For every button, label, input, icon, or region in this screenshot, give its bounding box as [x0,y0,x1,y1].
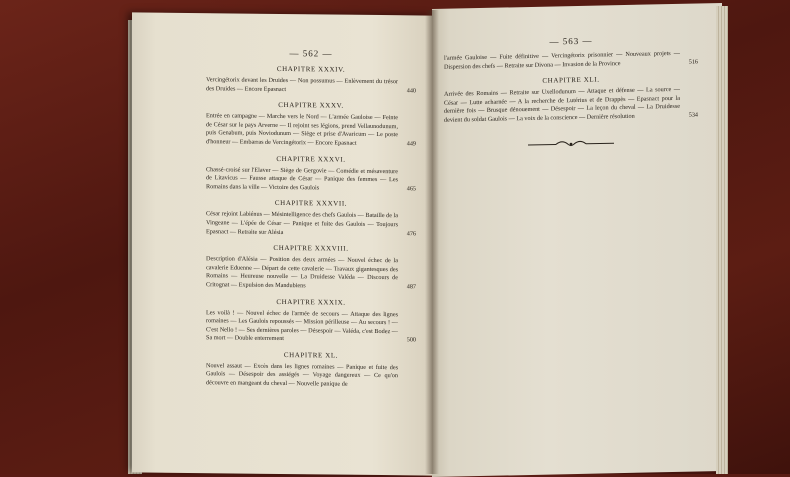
chapter-page-ref: 534 [688,111,698,119]
chapter-page-ref: 500 [406,336,416,344]
chapter-summary: l'armée Gauloise — Fuite définitive — Vercingétorix prisonnier — Nouveaux projets — Dispersion des chefs — Retraite sur Divona — Invasion de la Province [444,49,680,71]
right-page [432,3,722,477]
left-page-number: — 562 — [289,48,333,59]
chapter-title: CHAPITRE XXXVII. [274,199,348,209]
left-page-content [132,12,432,390]
chapter-entry [206,309,416,346]
chapter-entry-continued [444,49,698,72]
chapter-page-ref: 465 [406,185,416,193]
chapter-summary: Vercingétorix devant les Druides — Non possumus — Enlèvement du trésor des Druides — Encore Epasnact [206,76,398,93]
left-page [132,12,432,475]
chapter-page-ref: 516 [688,58,698,66]
chapter-summary: César rejoint Labiénus — Mésintelligence des chefs Gaulois — Bataille de la Vingeane — L'épée de César — Panique et fuite des Gaulois — Toujours Epasnact — Retraite sur Alésia [206,210,398,236]
chapter-page-ref: 487 [406,283,416,291]
right-page-edges [716,6,728,474]
chapter-title: CHAPITRE XL. [283,350,339,360]
chapter-summary: Description d'Alésia — Position des deux armées — Nouvel échec de la cavalerie Eduenne — Départ de cette cavalerie — Travaux gigantesques des Romains — Heureuse nouvelle — La Druidesse Valéda — Discours de Critognat — Expulsion des Mandubiens [206,255,398,290]
chapter-title: CHAPITRE XXXIX. [276,297,346,307]
chapter-summary: Les voilà ! — Nouvel échec de l'armée de secours — Attaque des lignes romaines — Les Gaulois repoussés — Mission périlleuse — Au secours ! — C'est Nello ! — Ses dernières paroles — Désespoir — Valéda, c'est Bodez — Sa mort — Double enterrement [206,308,398,343]
chapter-entry [444,86,698,126]
chapter-entry [206,362,416,390]
book-gutter [425,10,439,474]
chapter-entry [206,112,416,149]
chapter-title: CHAPITRE XLI. [542,75,600,85]
chapter-summary: Chassé-croisé sur l'Elaver — Siège de Gergovie — Comédie et mésaventure de Litavicus — Fausse attaque de César — Panique des femmes — Les Romains dans la ville — Victoire des Gaulois [206,165,398,192]
chapter-entry [206,255,416,292]
chapter-page-ref: 476 [406,229,416,237]
chapter-title: CHAPITRE XXXVIII. [273,244,349,253]
chapter-summary: Nouvel assaut — Excès dans les lignes romaines — Panique et fuite des Gaulois — Désespoir des assiégés — Voyage dangereux — Ce qu'on découvre en mangeant du cheval — Nouvelle panique de [206,362,398,388]
chapter-summary: Entrée en campagne — Marche vers le Nord — L'armée Gauloise — Feinte de César sur le pays Arverne — Il rejoint ses légions, prend Vellaunodunum, puis Genabum, puis Noviodunum — Siège et prise d'Avaricum — Le poste d'honneur — Embarras de Vercingétorix — Encore Epasnact [206,112,398,147]
chapter-title: CHAPITRE XXXIV. [276,64,346,74]
end-ornament [526,138,616,150]
chapter-summary: Arrivée des Romains — Retraite sur Uxellodunum — Attaque et défense — La source — César — Lutte acharnée — A la recherche de Lutérius et de Drappès — Epasnact pour la dernière fois — Brusque dénouement — Désespoir — La leçon du cheval — La Druidesse devient du soldat Gaulois — La voix de la conscience — Dernière résolution [444,86,680,124]
right-page-number: — 563 — [549,35,593,47]
right-page-content [432,3,722,152]
chapter-entry [206,76,416,95]
chapter-entry [206,166,416,194]
chapter-title: CHAPITRE XXXV. [278,101,344,110]
chapter-page-ref: 449 [406,140,416,148]
chapter-page-ref: 440 [406,86,416,94]
chapter-entry [206,211,416,239]
chapter-title: CHAPITRE XXXVI. [276,154,346,164]
